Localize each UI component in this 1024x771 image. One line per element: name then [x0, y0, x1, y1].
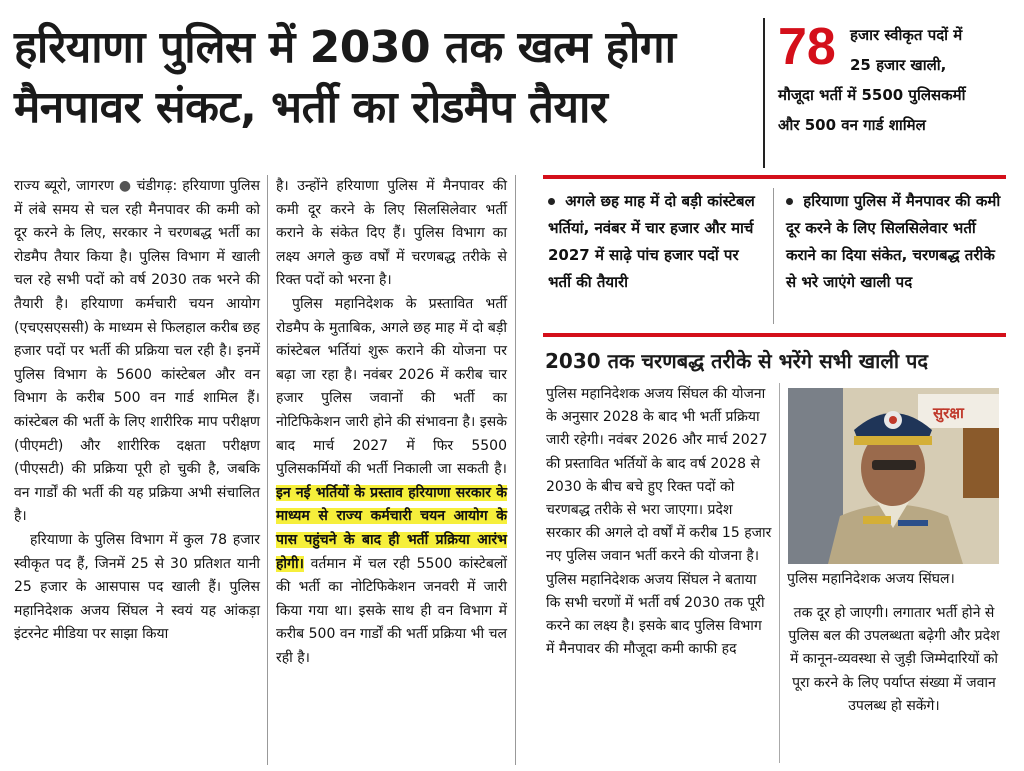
red-rule-middle — [543, 333, 1006, 337]
col2-paragraph-2: पुलिस महानिदेशक के प्रस्तावित भर्ती रोडमैप के मुताबिक, अगले छह माह में दो बड़ी कांस्टेबल भर्तियां शुरू कराने की योजना पर बढ़ा जा रहा है। नवंबर 2026 में करीब चार हजार पुलिस जवानों की भर्ती का नोटिफिकेशन जारी होने की संभावना है। इसके बाद मार्च 2027 में फिर 5500 पुलिसकर्मियों की भर्ती निकाली जा सकती है। — [276, 295, 507, 478]
highlighted-text: इन नई भर्तियों के प्रस्ताव हरियाणा सरकार के माध्यम से राज्य कर्मचारी चयन आयोग के पास पहुंचने के बाद ही भर्ती प्रक्रिया आरंभ होगी। — [276, 484, 507, 572]
col1-paragraph-2: हरियाणा के पुलिस विभाग में कुल 78 हजार स्वीकृत पद हैं, जिनमें 25 से 30 प्रतिशत यानी 25 हजार के आसपास पद खाली हैं। पुलिस महानिदेशक अजय सिंघल ने स्वयं यह आंकड़ा इंटरनेट मीडिया पर साझा किया — [14, 531, 260, 643]
highlight-bullet-2 — [786, 188, 1004, 296]
col1-paragraph-1: हरियाणा पुलिस में लंबे समय से चल रही मैनपावर की कमी को दूर करने के लिए, सरकार ने चरणबद्ध भर्ती का रोडमैप तैयार किया है। पुलिस विभाग में खाली चल रहे सभी पदों को वर्ष 2030 तक भरने की तैयारी है। हरियाणा कर्मचारी चयन आयोग (एचएसएससी) के माध्यम से फिलहाल करीब छह हजार पदों पर भर्ती की प्रक्रिया चल रही है। इनमें पुलिस विभाग के 5600 कांस्टेबल और वन विभाग के करीब 500 वन गार्ड शामिल हैं। कांस्टेबल की भर्ती के लिए शारीरिक माप परीक्षण (पीएमटी) और शारीरिक दक्षता परीक्षण (पीएसटी) की प्रक्रिया पूरी हो चुकी है, जबकि वन गार्डों की भर्ती की यह प्रक्रिया अभी संचालित है। — [14, 178, 261, 525]
column-divider-3 — [779, 383, 780, 763]
bullet-dot-icon — [786, 188, 798, 200]
bullet-dot-icon: ● — [118, 178, 132, 194]
headline-line-2: मैनपावर संकट, भर्ती का रोडमैप तैयार — [14, 82, 608, 133]
stat-number: 78 — [778, 18, 836, 76]
dateline: राज्य ब्यूरो, जागरण — [14, 178, 114, 194]
column-divider-1 — [267, 175, 268, 765]
article-column-4 — [784, 602, 1004, 718]
col2-paragraph-1: है। उन्होंने हरियाणा पुलिस में मैनपावर की कमी दूर करने के लिए सिलसिलेवार भर्ती कराने के संकेत दिए हैं। पुलिस विभाग का लक्ष्य अगले कुछ वर्षों में चरणबद्ध तरीके से रिक्त पदों को भरना है। — [276, 178, 507, 289]
stat-text — [778, 20, 1016, 140]
col4-paragraph: तक दूर हो जाएगी। लगातार भर्ती होने से पुलिस बल की उपलब्धता बढ़ेगी और प्रदेश में कानून-व्यवस्था से जुड़ी जिम्मेदारियों को पूरा करने के लिए पर्याप्त संख्या में जवान उपलब्ध हो सकेंगे। — [788, 605, 1000, 714]
bullet-1-text: अगले छह माह में दो बड़ी कांस्टेबल भर्तियां, नवंबर में चार हजार और मार्च 2027 में साढ़े पांच हजार पदों पर भर्ती की तैयारी — [548, 192, 755, 291]
bullet-dot-icon — [548, 188, 560, 200]
photo-caption: पुलिस महानिदेशक अजय सिंघल। — [787, 571, 955, 587]
red-rule-top — [543, 175, 1006, 179]
article-column-2 — [276, 175, 507, 670]
bullet-divider — [773, 188, 774, 324]
bullet-2-text: हरियाणा पुलिस में मैनपावर की कमी दूर करने के लिए सिलसिलेवार भर्ती कराने का दिया संकेत, चरणबद्ध तरीके से भरे जाएंगे खाली पद — [786, 192, 1001, 291]
stat-line-3: मौजूदा भर्ती में 5500 पुलिसकर्मी — [778, 86, 966, 104]
headline-line-1: हरियाणा पुलिस में 2030 तक खत्म होगा — [14, 22, 676, 73]
highlight-bullet-1 — [548, 188, 764, 296]
subheading: 2030 तक चरणबद्ध तरीके से भरेंगे सभी खाली पद — [545, 349, 929, 373]
column-divider-2 — [515, 175, 516, 765]
col3-paragraph: पुलिस महानिदेशक अजय सिंघल की योजना के अनुसार 2028 के बाद भी भर्ती प्रक्रिया जारी रहेगी। नवंबर 2026 और मार्च 2027 की प्रस्तावित भर्तियों के बाद वर्ष 2028 से 2030 के बीच बचे हुए रिक्त पदों को चरणबद्ध तरीके से भरा जाएगा। प्रदेश सरकार की अगले दो वर्षों में करीब 15 हजार नए पुलिस जवान भर्ती करने की योजना है। पुलिस महानिदेशक अजय सिंघल ने बताया कि सभी चरणों में भर्ती वर्ष 2030 तक पूरी करने का लक्ष्य है। इसके बाद पुलिस विभाग में मैनपावर की मौजूदा कमी काफी हद — [546, 386, 772, 658]
photo-sign-text: सुरक्षा — [933, 404, 964, 422]
main-headline — [14, 18, 752, 138]
col2-paragraph-3: वर्तमान में चल रही 5500 कांस्टेबलों की भर्ती का नोटिफिकेशन जनवरी में जारी किया गया था। इसके साथ ही वन विभाग में करीब 500 वन गार्डों की भर्ती प्रक्रिया भी चल रही है। — [276, 555, 508, 666]
city: चंडीगढ़: — [136, 178, 178, 194]
stat-line-4: और 500 वन गार्ड शामिल — [778, 116, 926, 134]
header-divider — [763, 18, 765, 168]
article-column-3 — [546, 383, 772, 661]
article-column-1 — [14, 175, 260, 647]
stat-line-1: हजार स्वीकृत पदों में — [850, 26, 963, 44]
stat-line-2: 25 हजार खाली, — [850, 56, 947, 74]
dgp-photo — [788, 388, 999, 564]
